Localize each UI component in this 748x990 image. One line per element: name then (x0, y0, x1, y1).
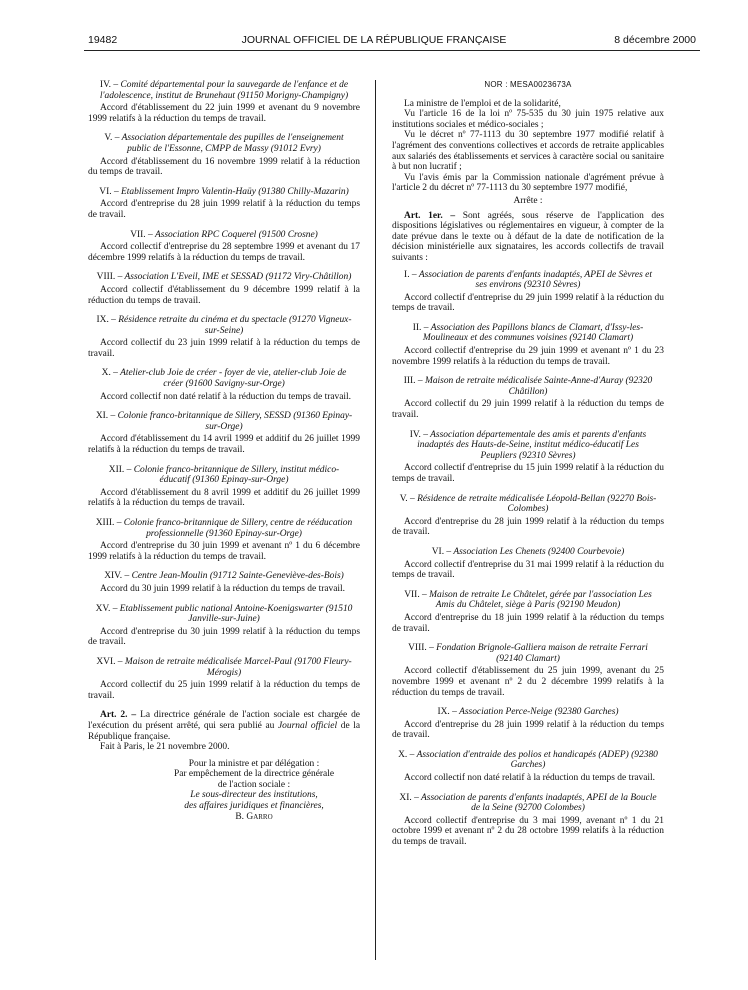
item-number: X. – (398, 749, 415, 760)
accord-item (88, 657, 360, 701)
accord-description: Accord d'entreprise du 28 juin 1999 relatif à la réduction du temps de travail. (392, 719, 664, 741)
item-number: VII. – (130, 229, 153, 240)
establishment-heading (392, 323, 664, 344)
establishment-heading (392, 376, 664, 397)
establishment-heading (88, 571, 360, 582)
fait-a-paris: Fait à Paris, le 21 novembre 2000. (100, 742, 230, 753)
accord-description: Accord collectif d'entreprise du 31 mai 1999 relatif à la réduction du temps de travail. (392, 559, 664, 581)
accord-description: Accord collectif d'établissement du 9 décembre 1999 relatif à la réduction du temps de travail. (88, 284, 360, 306)
establishment-heading (392, 590, 664, 611)
arrete-heading: Arrête : (513, 195, 543, 206)
accord-description: Accord d'entreprise du 30 juin 1999 et avenant nº 1 du 6 décembre 1999 relatifs à la réduction du temps de travail. (88, 541, 360, 562)
accord-description: Accord collectif d'établissement du 25 juin 1999, avenant du 25 novembre 1999 et avenant nº 2 du 2 décembre 1999 relatifs à la réduction du temps de travail. (392, 666, 664, 698)
establishment-name: Association départementale des amis et parents d'enfants inadaptés des Hauts-de-Seine, institut médico-éducatif Les Peupliers (92310 Sèvres) (417, 429, 647, 461)
signatory-name: B. Garro (235, 811, 273, 822)
item-number: IX. – (437, 707, 457, 718)
establishment-heading (88, 465, 360, 486)
establishment-name: Atelier-club Joie de créer - foyer de vie, atelier-club Joie de créer (91600 Savigny-sur-Orge) (120, 368, 347, 390)
establishment-name: Association de parents d'enfants inadaptés, APEI de la Boucle de la Seine (92700 Colombes) (421, 792, 657, 814)
accord-description: Accord collectif non daté relatif à la réduction du temps de travail. (404, 773, 656, 784)
sign-line-1: Pour la ministre et par délégation : (188, 758, 320, 769)
accord-description: Accord collectif d'entreprise du 3 mai 1999, avenant nº 1 du 21 octobre 1999 et avenant nº 2 du 28 octobre 1999 relatifs à la réduction du temps de travail. (392, 815, 664, 848)
accord-description: Accord collectif du 25 juin 1999 relatif à la réduction du temps de travail. (88, 680, 360, 701)
establishment-heading (88, 187, 360, 198)
sign-line-2: Par empêchement de la directrice générale (173, 769, 335, 780)
accord-item (88, 80, 360, 124)
article-2 (88, 710, 360, 752)
accord-description: Accord collectif d'entreprise du 15 juin 1999 relatif à la réduction du temps de travail. (392, 463, 664, 484)
item-number: V. – (104, 133, 120, 144)
accord-description: Accord d'établissement du 22 juin 1999 et avenant du 9 novembre 1999 relatifs à la réduction du temps de travail. (88, 103, 360, 124)
column-divider (375, 80, 376, 960)
accord-item (88, 368, 360, 402)
establishment-name: Centre Jean-Moulin (91712 Sainte-Geneviève-des-Bois) (131, 571, 344, 582)
item-number: V. – (399, 493, 415, 504)
left-items (88, 80, 360, 701)
accord-item (392, 547, 664, 581)
establishment-name: Association d'entraide des polios et handicapés (ADEP) (92380 Garches) (416, 749, 658, 771)
item-number: VI. – (99, 186, 119, 197)
left-column (88, 80, 360, 822)
establishment-name: Association L'Eveil, IME et SESSAD (91172 Viry-Châtillon) (124, 272, 352, 283)
establishment-heading (392, 270, 664, 291)
accord-description: Accord collectif d'entreprise du 28 septembre 1999 et avenant du 17 décembre 1999 relatifs à la réduction du temps de travail. (88, 242, 360, 263)
establishment-heading (88, 604, 360, 625)
item-number: XVI. – (96, 656, 123, 667)
sign-italic-1: Le sous-directeur des institutions, (190, 790, 318, 801)
accord-item (392, 590, 664, 634)
accord-item (88, 571, 360, 594)
establishment-name: Etablissement Impro Valentin-Haüy (91380 Chilly-Mazarin) (121, 186, 349, 197)
accord-description: Accord d'entreprise du 18 juin 1999 relatif à la réduction du temps de travail. (392, 612, 664, 634)
header-rule (84, 50, 700, 51)
establishment-name: Association RPC Coquerel (91500 Crosne) (154, 229, 318, 240)
establishment-name: Colonie franco-britannique de Sillery, centre de rééducation professionnelle (91360 Epinay-sur-Orge) (123, 518, 353, 539)
accord-item (392, 323, 664, 367)
establishment-name: Maison de retraite Le Châtelet, gérée par l'association Les Amis du Châtelet, siège à Paris (92190 Meudon) (429, 589, 652, 611)
nor-reference: NOR : MESA0023673A (484, 80, 572, 89)
art2-journal: Journal officiel (277, 720, 338, 731)
accord-item (88, 230, 360, 264)
right-items (392, 270, 664, 848)
art1-text: Sont agréés, sous réserve de l'application des dispositions législatives ou réglementaires en vigueur, à compter de la date prévue dans le texte ou à défaut de la date de notification de la décision ministérielle aux signataires, les accords collectifs de travail suivants : (392, 210, 664, 263)
accord-item (88, 518, 360, 562)
item-number: XI. – (399, 792, 419, 803)
article-1 (392, 211, 664, 264)
establishment-name: Association départementale des pupilles de l'enseignement public de l'Essonne, CMPP de Massy (91012 Evry) (121, 133, 344, 154)
accord-item (88, 272, 360, 306)
accord-description: Accord d'entreprise du 28 juin 1999 relatif à la réduction du temps de travail. (88, 199, 360, 220)
item-number: VI. – (431, 546, 452, 557)
sign-italic-2: des affaires juridiques et financières, (184, 801, 324, 812)
establishment-heading (392, 494, 664, 515)
item-number: VIII. – (408, 643, 434, 654)
establishment-heading (88, 133, 360, 154)
item-number: IV. – (409, 429, 428, 440)
establishment-name: Résidence de retraite médicalisée Léopold-Bellan (92270 Bois-Colombes) (417, 493, 657, 515)
item-number: XIV. – (104, 571, 130, 582)
intro-para-4: Vu l'avis émis par la Commission nationale d'agrément prévue à l'article 2 du décret nº 77-1113 du 30 septembre 1977 modifié, (392, 172, 664, 194)
art1-label: Art. 1er. – (404, 210, 456, 221)
establishment-name: Maison de retraite médicalisée Sainte-Anne-d'Auray (92320 Châtillon) (424, 376, 653, 397)
intro-para-2: Vu l'article 16 de la loi nº 75-535 du 30 juin 1975 relative aux institutions sociales et médico-sociales ; (392, 109, 664, 130)
item-number: VII. – (404, 589, 427, 600)
item-number: XIII. – (95, 518, 122, 528)
item-number: IX. – (96, 315, 116, 326)
accord-item (392, 707, 664, 741)
accord-item (88, 133, 360, 177)
item-number: X. – (101, 368, 118, 379)
art2-text: La directrice générale de l'action sociale est chargée de l'exécution du présent arrêté, qui sera publié au (88, 710, 360, 731)
establishment-heading (88, 272, 360, 283)
item-number: III. – (403, 376, 423, 387)
page-number: 19482 (88, 34, 118, 46)
establishment-name: Colonie franco-britannique de Sillery, institut médico-éducatif (91360 Epinay-sur-Orge) (133, 464, 340, 486)
establishment-name: Maison de retraite médicalisée Marcel-Paul (91700 Fleury-Mérogis) (124, 656, 352, 678)
accord-item (88, 315, 360, 359)
accord-description: Accord d'établissement du 8 avril 1999 et additif du 26 juillet 1999 relatifs à la réduction du temps de travail. (88, 487, 360, 509)
establishment-name: Fondation Brignole-Galliera maison de retraite Ferrari (92140 Clamart) (436, 643, 648, 664)
accord-description: Accord collectif d'entreprise du 29 juin 1999 relatif à la réduction du temps de travail. (392, 292, 664, 314)
right-column (392, 80, 664, 857)
establishment-heading (392, 707, 664, 718)
accord-description: Accord d'entreprise du 28 juin 1999 relatif à la réduction du temps de travail. (392, 516, 664, 538)
establishment-heading (392, 430, 664, 462)
establishment-heading (88, 411, 360, 432)
item-number: XII. – (108, 464, 132, 475)
art2-end: de la République française. (88, 720, 361, 742)
journal-title: JOURNAL OFFICIEL DE LA RÉPUBLIQUE FRANÇAISE (241, 34, 507, 46)
item-number: VIII. – (96, 272, 123, 283)
signature-block (88, 759, 360, 823)
establishment-name: Association des Papillons blancs de Clamart, d'Issy-les-Moulineaux et des communes voisines (92140 Clamart) (422, 322, 644, 344)
accord-description: Accord collectif du 23 juin 1999 relatif à la réduction du temps de travail. (88, 338, 360, 359)
establishment-heading (392, 643, 664, 664)
accord-description: Accord collectif non daté relatif à la réduction du temps de travail. (100, 391, 352, 402)
accord-description: Accord d'établissement du 14 avril 1999 et additif du 26 juillet 1999 relatifs à la réduction du temps de travail. (88, 434, 360, 456)
accord-description: Accord collectif du 29 juin 1999 relatif à la réduction du temps de travail. (392, 399, 664, 421)
establishment-name: Colonie franco-britannique de Sillery, SESSD (91360 Epinay-sur-Orge) (117, 411, 353, 432)
issue-date: 8 décembre 2000 (614, 34, 696, 46)
establishment-name: Comité départemental pour la sauvegarde de l'enfance et de l'adolescence, institut de Brunehaut (91150 Morigny-Champigny) (99, 80, 349, 101)
accord-description: Accord d'entreprise du 30 juin 1999 relatif à la réduction du temps de travail. (88, 626, 360, 648)
accord-description: Accord du 30 juin 1999 relatif à la réduction du temps de travail. (100, 583, 346, 594)
establishment-name: Association Les Chenets (92400 Courbevoie) (453, 546, 625, 557)
item-number: XV. – (95, 603, 118, 614)
establishment-heading (88, 80, 360, 101)
establishment-heading (392, 750, 664, 771)
intro-para-1: La ministre de l'emploi et de la solidarité, (404, 98, 561, 109)
establishment-heading (88, 657, 360, 678)
accord-item (88, 187, 360, 221)
accord-item (392, 270, 664, 314)
item-number: IV. – (99, 80, 119, 90)
establishment-name: Etablissement public national Antoine-Koenigswarter (91510 Janville-sur-Juine) (119, 603, 353, 625)
accord-item (392, 430, 664, 485)
establishment-heading (88, 315, 360, 336)
accord-item (88, 465, 360, 509)
item-number: XI. – (95, 411, 116, 422)
accord-description: Accord collectif d'entreprise du 29 juin 1999 et avenant nº 1 du 23 novembre 1999 relatifs à la réduction du temps de travail. (392, 346, 664, 367)
establishment-heading (392, 793, 664, 814)
accord-item (392, 793, 664, 848)
accord-item (88, 411, 360, 455)
accord-item (392, 494, 664, 538)
intro-para-3: Vu le décret nº 77-1113 du 30 septembre 1977 modifié relatif à l'agrément des conventions collectives et accords de retraite applicables aux salariés des établissements et services à caractère social ou sanitaire à but non lucratif ; (392, 130, 664, 173)
establishment-name: Association Perce-Neige (92380 Garches) (459, 707, 619, 718)
accord-item (392, 643, 664, 698)
establishment-name: Association de parents d'enfants inadaptés, APEI de Sèvres et ses environs (92310 Sèvres) (418, 269, 652, 291)
establishment-name: Résidence retraite du cinéma et du spectacle (91270 Vigneux-sur-Seine) (118, 315, 352, 336)
accord-item (88, 604, 360, 648)
accord-item (392, 750, 664, 784)
art2-label: Art. 2. – (100, 710, 137, 721)
establishment-heading (392, 547, 664, 558)
establishment-heading (88, 230, 360, 241)
establishment-heading (88, 368, 360, 389)
item-number: I. – (404, 269, 417, 280)
establishment-heading (88, 518, 360, 539)
accord-item (392, 376, 664, 420)
sign-line-3: de l'action sociale : (217, 779, 291, 790)
accord-description: Accord d'établissement du 16 novembre 1999 relatif à la réduction du temps de travail. (88, 156, 360, 178)
item-number: II. – (412, 322, 429, 333)
